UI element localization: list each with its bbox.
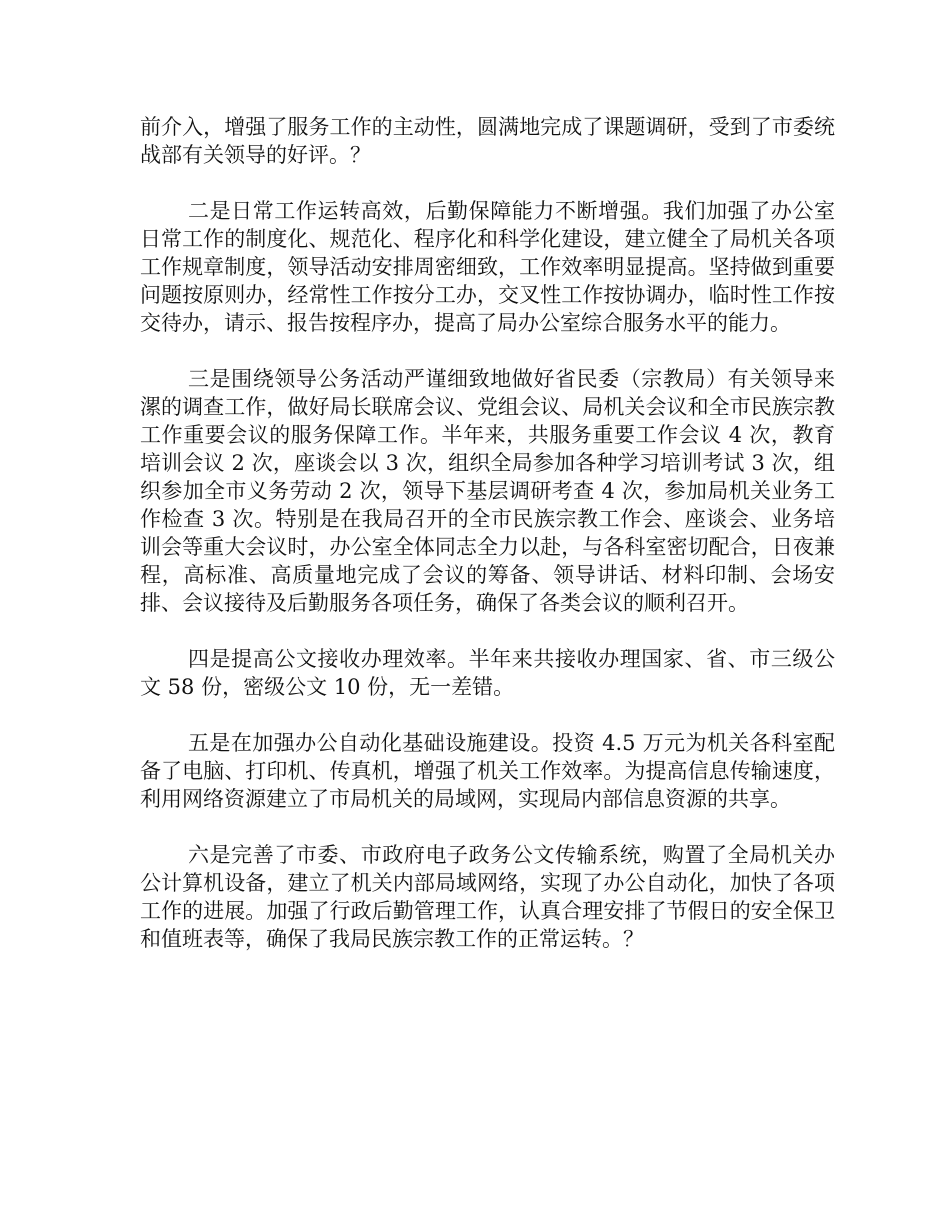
paragraph-document-handling: 四是提高公文接收办理效率。半年来共接收办理国家、省、市三级公文 58 份，密级公文 10 份，无一差错。 [140,647,835,699]
paragraph-daily-work: 二是日常工作运转高效，后勤保障能力不断增强。我们加强了办公室日常工作的制度化、规范化、程序化和科学化建设，建立健全了局机关各项工作规章制度，领导活动安排周密细致，工作效率明显提高。坚持做到重要问题按原则办，经常性工作按分工办，交叉性工作按协调办，临时性工作按交待办，请示、报告按程序办，提高了局办公室综合服务水平的能力。 [140,199,835,335]
paragraph-meetings-service: 三是围绕领导公务活动严谨细致地做好省民委（宗教局）有关领导来漯的调查工作，做好局长联席会议、党组会议、局机关会议和全市民族宗教工作重要会议的服务保障工作。半年来，共服务重要工作会议 4 次，教育培训会议 2 次，座谈会以 3 次，组织全局参加各种学习培训考试 3 次，组织参加全市义务劳动 2 次，领导下基层调研考查 4 次，参加局机关业务工作检查 3 次。特别是在我局召开的全市民族宗教工作会、座谈会、业务培训会等重大会议时，办公室全体同志全力以赴，与各科室密切配合，日夜兼程，高标准、高质量地完成了会议的筹备、领导讲话、材料印制、会场安排、会议接待及后勤服务各项任务，确保了各类会议的顺利召开。 [140,367,835,615]
document-page [140,113,835,981]
paragraph-office-automation: 五是在加强办公自动化基础设施建设。投资 4.5 万元为机关各科室配备了电脑、打印机、传真机，增强了机关工作效率。为提高信息传输速度，利用网络资源建立了市局机关的局域网，实现局内部信息资源的共享。 [140,731,835,811]
paragraph-e-government: 六是完善了市委、市政府电子政务公文传输系统，购置了全局机关办公计算机设备，建立了机关内部局域网络，实现了办公自动化，加快了各项工作的进展。加强了行政后勤管理工作，认真合理安排了节假日的安全保卫和值班表等，确保了我局民族宗教工作的正常运转。？ [140,843,835,951]
paragraph-intro-continuation: 前介入，增强了服务工作的主动性，圆满地完成了课题调研，受到了市委统战部有关领导的好评。？ [140,115,835,167]
